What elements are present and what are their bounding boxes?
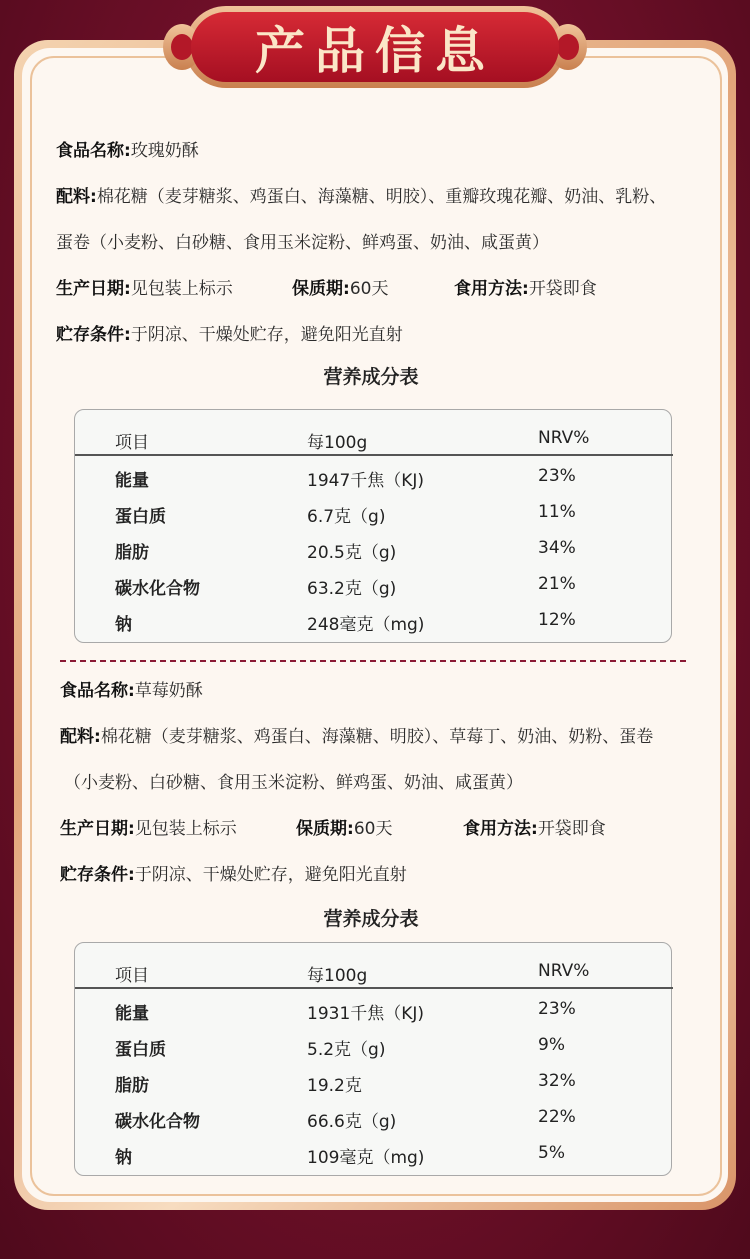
table-row [75,1099,671,1135]
header-item: 项目 [115,966,149,986]
product-name: 玫瑰奶酥 [130,141,199,161]
table-row [75,494,671,530]
storage-label: 贮存条件: [56,325,131,345]
usage [454,274,597,299]
ingredients-text: 棉花糖（麦芽糖浆、鸡蛋白、海藻糖、明胶）、草莓丁、奶油、奶粉、蛋卷 [100,727,654,747]
shelf-life [296,814,392,839]
nutrient-amount: 66.6克（g) [307,1112,397,1132]
nutrient-nrv: 21% [538,574,576,594]
nutrient-amount: 248毫克（mg) [307,615,425,635]
nutrient-amount: 5.2克（g) [307,1040,386,1060]
table-row [75,566,671,602]
shelf-value: 60天 [353,819,393,839]
nutrient-nrv: 34% [538,538,576,558]
nutrient-amount: 1931千焦（KJ) [307,1004,425,1024]
ingredients-continued: （小麦粉、白砂糖、食用玉米淀粉、鲜鸡蛋、奶油、咸蛋黄） [64,773,523,793]
shelf-label: 保质期: [292,279,350,299]
product-name-line [60,676,203,701]
nutrient-name: 能量 [115,471,149,491]
nutrient-nrv: 22% [538,1107,576,1127]
table-row [75,1063,671,1099]
nutrition-table-2 [74,942,672,1176]
nutrient-amount: 1947千焦（KJ) [307,471,425,491]
title-banner-fill [191,12,559,82]
nutrient-name: 碳水化合物 [115,579,200,599]
date-value: 见包装上标示 [130,279,233,299]
nutrient-name: 脂肪 [115,543,149,563]
table-row [75,602,671,638]
usage-label: 食用方法: [454,279,529,299]
ingredients-text: 棉花糖（麦芽糖浆、鸡蛋白、海藻糖、明胶）、重瓣玫瑰花瓣、奶油、乳粉、 [96,187,667,207]
table-header-divider [75,454,673,456]
date-value: 见包装上标示 [134,819,237,839]
ingredients-line [56,182,666,207]
table-header-row [75,420,671,456]
storage-value: 于阴凉、干燥处贮存，避免阳光直射 [130,325,403,345]
nutrient-nrv: 23% [538,999,576,1019]
nutrient-amount: 19.2克 [307,1076,362,1096]
storage-value: 于阴凉、干燥处贮存，避免阳光直射 [134,865,407,885]
date-label: 生产日期: [60,819,135,839]
nutrient-amount: 109毫克（mg) [307,1148,425,1168]
page-title: 产品信息 [255,21,495,80]
shelf-life [292,274,388,299]
shelf-label: 保质期: [296,819,354,839]
storage-label: 贮存条件: [60,865,135,885]
nutrient-name: 钠 [115,1148,132,1168]
date-shelf-usage-line [56,274,233,299]
nutrient-amount: 6.7克（g) [307,507,386,527]
ingredients-label: 配料: [56,187,97,207]
table-row [75,1135,671,1171]
nutrient-name: 能量 [115,1004,149,1024]
product-name: 草莓奶酥 [134,681,203,701]
nutrient-name: 钠 [115,615,132,635]
nutrient-name: 蛋白质 [115,1040,166,1060]
header-per100g: 每100g [307,966,368,986]
nutrient-name: 碳水化合物 [115,1112,200,1132]
table-header-divider [75,987,673,989]
product-name-label: 食品名称: [60,681,135,701]
storage-line [56,320,403,345]
nutrient-nrv: 12% [538,610,576,630]
header-nrv: NRV% [538,428,590,448]
header-item: 项目 [115,433,149,453]
nutrient-nrv: 9% [538,1035,565,1055]
nutrient-nrv: 5% [538,1143,565,1163]
title-banner [185,6,565,88]
header-per100g: 每100g [307,433,368,453]
usage-label: 食用方法: [463,819,538,839]
nutrient-nrv: 11% [538,502,576,522]
usage-value: 开袋即食 [537,819,606,839]
table-row [75,458,671,494]
usage [463,814,606,839]
usage-value: 开袋即食 [528,279,597,299]
nutrition-table-title: 营养成分表 [323,366,419,388]
nutrient-amount: 63.2克（g) [307,579,397,599]
nutrient-name: 蛋白质 [115,507,166,527]
date-shelf-usage-line [60,814,237,839]
product-name-label: 食品名称: [56,141,131,161]
nutrient-nrv: 23% [538,466,576,486]
nutrient-name: 脂肪 [115,1076,149,1096]
ingredients-label: 配料: [60,727,101,747]
table-header-row [75,953,671,989]
ingredients-line [60,722,653,747]
shelf-value: 60天 [349,279,389,299]
table-row [75,1027,671,1063]
table-row [75,530,671,566]
header-nrv: NRV% [538,961,590,981]
storage-line [60,860,407,885]
ingredients-continued: 蛋卷（小麦粉、白砂糖、食用玉米淀粉、鲜鸡蛋、奶油、咸蛋黄） [56,233,549,253]
section-divider [60,660,686,662]
nutrient-amount: 20.5克（g) [307,543,397,563]
nutrient-nrv: 32% [538,1071,576,1091]
nutrition-table-1 [74,409,672,643]
product-name-line [56,136,199,161]
nutrition-table-title: 营养成分表 [323,908,419,930]
date-label: 生产日期: [56,279,131,299]
table-row [75,991,671,1027]
